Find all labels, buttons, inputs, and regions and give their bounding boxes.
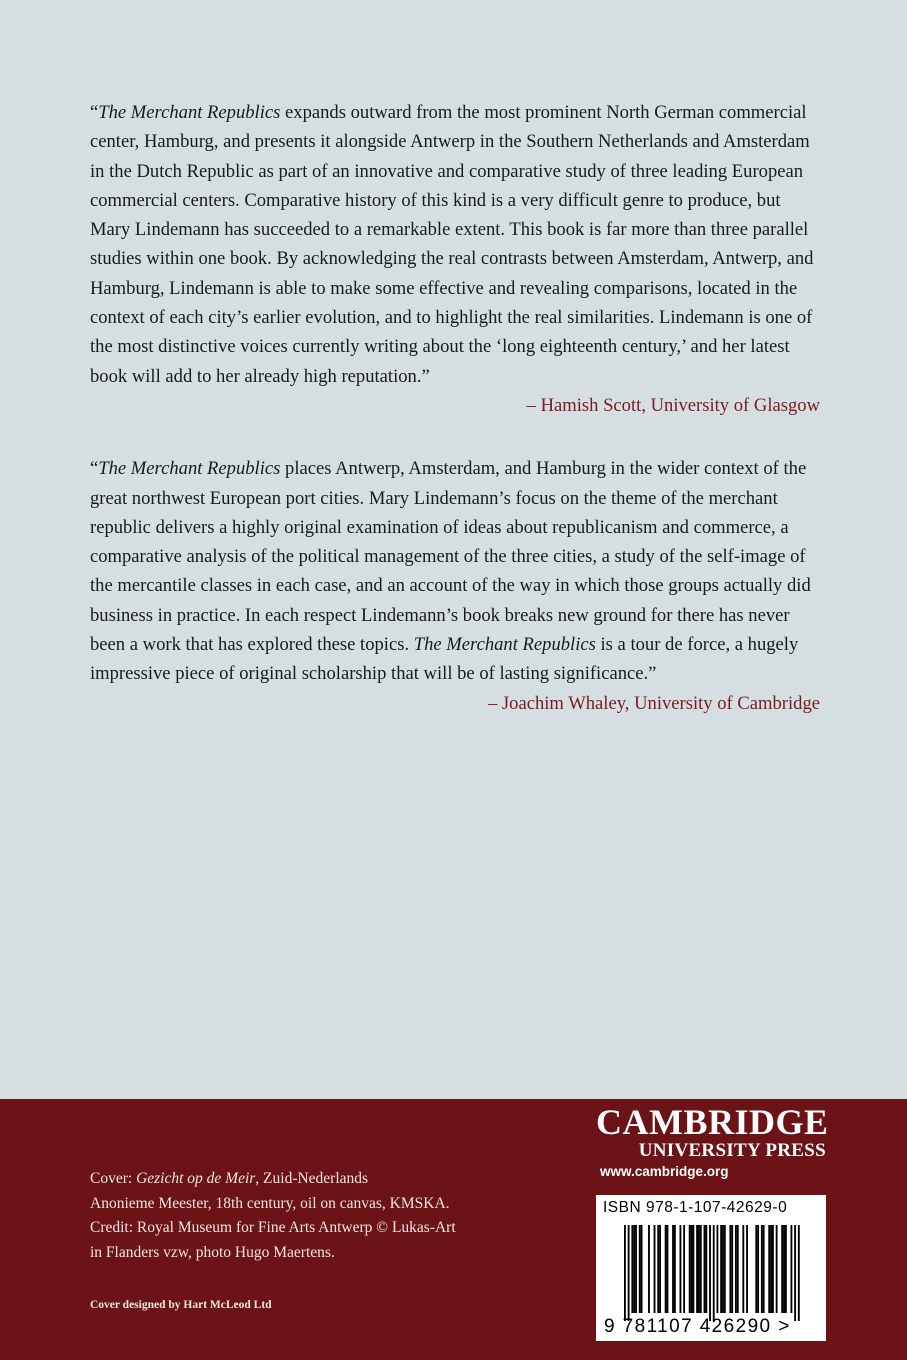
quote-body [90,454,820,688]
quote-attribution: – Hamish Scott, University of Glasgow [526,394,820,416]
barcode-bar [768,1225,770,1313]
barcode-bar [691,1225,693,1313]
barcode-bar [692,1225,694,1313]
quote-open-mark: “ [90,102,99,123]
cover-credit-line [90,1167,560,1192]
barcode-bar [713,1225,715,1321]
artwork-title: Gezicht op de Meir [136,1170,256,1187]
barcode-bar [635,1225,637,1313]
footer-band [0,1099,907,1360]
barcode-bar [667,1225,669,1313]
barcode-bar [729,1225,731,1313]
barcode-bar [772,1225,774,1313]
barcode-bar [735,1225,737,1313]
barcode-bar [781,1225,783,1313]
barcode-bar [628,1225,630,1321]
barcode-bar [705,1225,707,1313]
quote-attribution: – Joachim Whaley, University of Cambridge [487,692,820,714]
cover-credit-line: Credit: Royal Museum for Fine Arts Antwerp © Lukas-Art [90,1219,456,1236]
barcode-bar [791,1225,793,1313]
barcode-bar [657,1225,659,1313]
barcode-bar [624,1225,626,1321]
barcode-bar [698,1225,700,1313]
barcode-bar [785,1225,787,1313]
barcode-bar [689,1225,691,1313]
quote-open-mark: “ [90,458,99,480]
barcode-bar [674,1225,676,1313]
barcode-bar [631,1225,633,1313]
cover-designer: Cover designed by Hart McLeod Ltd [90,1299,272,1311]
quote-body [90,98,820,391]
book-title: The Merchant Republics [413,634,596,656]
barcode-bar [648,1225,650,1313]
barcode-bar [709,1225,711,1321]
barcode-bar [783,1225,785,1313]
publisher-website: www.cambridge.org [600,1164,729,1179]
quote-text: expands outward from the most prominent North German commercial center, Hamburg, and presents it alongside Antwerp in the Southern Netherlands and Amsterdam in the Dutch Republic as part of an innovative and comparative study of three leading European commercial centers. Comparative history of this kind is a very difficult genre to produce, but Mary Lindemann has succeeded to a remarkable extent. This book is far more than three parallel studies within one book. By acknowledging the real contrasts between Amsterdam, Antwerp, and Hamburg, Lindemann is able to make some effective and revealing comparisons, located in the context of each city’s earlier evolution, and to highlight the real similarities. Lindemann is one of the most distinctive voices currently writing about the ‘long eighteenth century,’ and her latest book will add to her already high reputation.” [90,102,814,387]
barcode-bar [700,1225,702,1313]
barcode-bar [717,1225,719,1313]
barcode-bar [665,1225,667,1313]
barcode-bar [633,1225,635,1313]
book-title: The Merchant Republics [98,102,281,123]
barcode-bar [742,1225,744,1313]
cover-credit-line: Anonieme Meester, 18th century, oil on canvas, KMSKA. [90,1194,450,1212]
cover-credit-prefix: Cover: [90,1170,137,1187]
barcode-bar [672,1225,674,1313]
barcode-bar [654,1225,656,1313]
barcode-bar [680,1225,682,1313]
endorsement-quote [90,98,820,420]
isbn-label: ISBN 978-1-107-42629-0 [603,1199,788,1216]
barcode-bar [746,1225,748,1313]
barcode-bar [798,1225,800,1321]
barcode-bar [794,1225,796,1321]
barcode-bar [641,1225,643,1313]
barcode-box [596,1195,826,1341]
endorsements [90,98,820,718]
barcode-bar [659,1225,661,1313]
cover-credit [90,1167,560,1265]
barcode-bar [755,1225,757,1313]
barcode-bar [737,1225,739,1313]
barcode-bar [696,1225,698,1313]
cover-credit-text: , Zuid-Nederlands [255,1170,369,1187]
publisher-logo [596,1102,829,1183]
barcode-bar [757,1225,759,1313]
cover-credit-line: in Flanders vzw, photo Hugo Maertens. [90,1243,335,1261]
barcode-bar [770,1225,772,1313]
barcode-bar [683,1225,685,1313]
barcode-bar [720,1225,722,1313]
barcode-bar [761,1225,763,1313]
barcode-bar [722,1225,724,1313]
publisher-subtitle: UNIVERSITY PRESS [638,1140,826,1161]
barcode-bar [724,1225,726,1313]
barcode-bar [776,1225,778,1313]
quote-text: places Antwerp, Amsterdam, and Hamburg in the wider context of the great northwest European port cities. Mary Lindemann’s focus on the theme of the merchant republic delivers a highly original examination of ideas about republicanism and commerce, a comparative analysis of the political management of the three cities, a study of the self-image of the mercantile classes in each case, and an account of the way in which those groups actually did business in practice. In each respect Lindemann’s book breaks new ground for there has never been a work that has explored these topics. [90,458,811,656]
barcode-bar [731,1225,733,1313]
endorsement-quote [90,454,820,718]
barcode-bar [704,1225,706,1313]
publisher-name: CAMBRIDGE [596,1102,829,1142]
barcode-digits: 9 781107 426290 > [604,1316,791,1337]
barcode-bar [763,1225,765,1313]
barcode-bar [639,1225,641,1313]
quote-text: is a tour de force, a hugely impressive piece of original scholarship that will be of lasting significance.” [90,634,799,685]
book-title: The Merchant Republics [98,458,281,480]
